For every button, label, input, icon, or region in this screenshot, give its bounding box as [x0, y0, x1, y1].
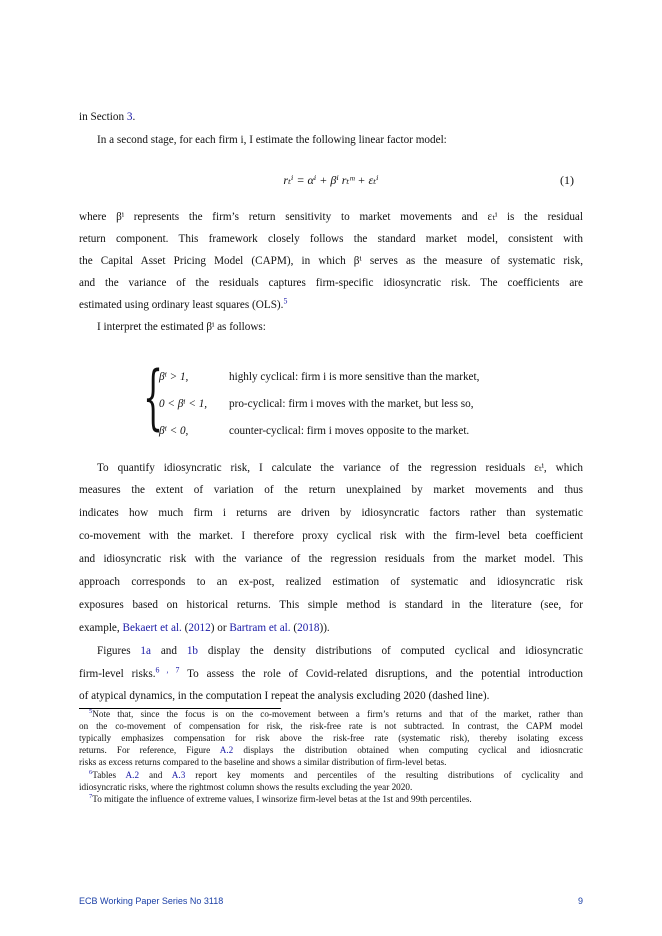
footnote-line	[89, 769, 583, 781]
text-segment: and the variance of the residuals captures firm-specific idiosyncratic risk. The coefficients are	[79, 277, 583, 289]
reference-link[interactable]: 1b	[186, 645, 198, 657]
text-line	[79, 109, 583, 125]
case-description: counter-cyclical: firm i moves opposite to the market.	[229, 425, 470, 437]
text-segment: exposures based on historical returns. This simple method is standard in the literature (see, for	[79, 599, 583, 611]
equation-1: rₜⁱ = αⁱ + βⁱ rₜᵐ + εₜⁱ	[283, 173, 379, 187]
text-segment: indicates how much firm i returns are driven by idiosyncratic factors rather than systematic	[79, 507, 583, 519]
reference-link[interactable]: A.3	[171, 770, 186, 780]
text-segment: Tables	[92, 770, 126, 780]
text-line	[79, 597, 583, 613]
text-segment: approach corresponds to an ex-post, realized estimation of systematic and idiosyncratic risk	[79, 576, 583, 588]
text-segment: In a second stage, for each firm i, I estimate the following linear factor model:	[97, 134, 447, 146]
text-segment: (	[290, 622, 298, 634]
text-line	[79, 253, 583, 269]
text-segment: and	[150, 645, 187, 657]
reference-link[interactable]: 2018	[297, 622, 320, 634]
footnote-marker[interactable]: 5	[89, 707, 93, 715]
text-segment: (	[181, 622, 189, 634]
text-segment: .	[132, 111, 136, 123]
case-condition: βⁱ < 0,	[159, 425, 189, 437]
footnote-marker[interactable]: 6 , 7	[155, 665, 180, 675]
footnote-line	[89, 793, 583, 805]
footnote-marker[interactable]: 6	[89, 768, 93, 776]
footnote-line	[79, 781, 583, 793]
case-row	[151, 369, 541, 385]
text-line	[79, 231, 583, 247]
reference-link[interactable]: 2012	[188, 622, 211, 634]
text-segment: idiosyncratic risks, where the rightmost column shows the results excluding the year 2020.	[79, 782, 413, 792]
text-segment: on the co-movement of compensation for risk, the risk-free rate is not subtracted. In contrast, the CAPM model	[79, 721, 583, 731]
text-line	[79, 275, 583, 291]
text-segment: of atypical dynamics, in the computation I repeat the analysis excluding 2020 (dashed line).	[79, 690, 490, 702]
text-line	[79, 620, 583, 636]
text-segment: measures the extent of variation of the return unexplained by market movements and thus	[79, 484, 583, 496]
text-segment: I interpret the estimated βⁱ as follows:	[97, 321, 266, 333]
text-line	[97, 319, 583, 335]
case-description: highly cyclical: firm i is more sensitive than the market,	[229, 371, 480, 383]
text-segment: To mitigate the influence of extreme values, I winsorize firm-level betas at the 1st and 99th percentiles.	[92, 794, 472, 804]
reference-link[interactable]: Bartram et al.	[229, 622, 291, 634]
case-row	[151, 423, 541, 439]
text-segment: typically emphasizes compensation for risk above the risk-free rate (systematic risk), thereby isolating excess	[79, 733, 583, 743]
text-segment: firm-level risks.	[79, 668, 156, 680]
text-segment: returns. For reference, Figure	[79, 745, 220, 755]
text-segment: the Capital Asset Pricing Model (CAPM), in which βⁱ serves as the measure of systematic risk,	[79, 255, 583, 267]
text-line	[97, 132, 583, 148]
text-segment: displays the distribution obtained when computing cyclical and idiosncratic	[233, 745, 583, 755]
text-segment: Note that, since the focus is on the co-movement between a firm’s returns and that of the market, rather than	[92, 709, 583, 719]
text-line	[79, 209, 583, 225]
text-segment: Figures	[97, 645, 141, 657]
text-segment: To assess the role of Covid-related disruptions, and the potential introduction	[179, 668, 583, 680]
text-segment: )).	[319, 622, 330, 634]
text-segment: To quantify idiosyncratic risk, I calculate the variance of the regression residuals εₜⁱ, which	[97, 462, 583, 474]
case-condition: βⁱ > 1,	[159, 371, 189, 383]
text-segment: display the density distributions of computed cyclical and idiosyncratic	[198, 645, 583, 657]
text-line	[79, 297, 583, 313]
text-line	[79, 688, 583, 704]
text-line	[79, 574, 583, 590]
text-line	[79, 505, 583, 521]
footnote-line	[89, 708, 583, 720]
reference-link[interactable]: 1a	[140, 645, 151, 657]
footnote-marker[interactable]: 5	[283, 296, 288, 306]
text-segment: example,	[79, 622, 123, 634]
beta-cases	[143, 356, 543, 444]
text-segment: risks as excess returns compared to the baseline and shows a similar distribution of firm-level betas.	[79, 757, 447, 767]
case-row	[151, 396, 541, 412]
footer-series: ECB Working Paper Series No 3118	[79, 896, 224, 906]
left-brace-icon: {	[143, 356, 164, 438]
equation-number: (1)	[560, 173, 574, 187]
footnote-line	[79, 756, 583, 768]
text-line	[97, 460, 583, 476]
footnote-marker[interactable]: 7	[89, 792, 93, 800]
text-segment: and	[139, 770, 172, 780]
text-segment: ) or	[210, 622, 230, 634]
text-line	[79, 551, 583, 567]
text-line	[79, 528, 583, 544]
text-line	[79, 666, 583, 682]
reference-link[interactable]: 3	[126, 111, 133, 123]
text-segment: co-movement with the market. I therefore proxy cyclical risk with the firm-level beta coefficient	[79, 530, 583, 542]
text-segment: return component. This framework closely follows the standard market model, consistent with	[79, 233, 583, 245]
text-line	[97, 643, 583, 659]
page-number: 9	[578, 896, 584, 906]
case-condition: 0 < βⁱ < 1,	[159, 398, 208, 410]
text-segment: report key moments and percentiles of the resulting distributions of cyclicality and	[185, 770, 583, 780]
text-segment: and idiosyncratic risk with the variance of the regression residuals from the market model. This	[79, 553, 583, 565]
reference-link[interactable]: A.2	[219, 745, 234, 755]
text-segment: where βⁱ represents the firm’s return sensitivity to market movements and εₜⁱ is the residual	[79, 211, 583, 223]
footnote-line	[79, 732, 583, 744]
text-line	[79, 482, 583, 498]
text-segment: estimated using ordinary least squares (OLS).	[79, 299, 284, 311]
case-description: pro-cyclical: firm i moves with the market, but less so,	[229, 398, 474, 410]
text-segment: in Section	[79, 111, 127, 123]
footnote-line	[79, 720, 583, 732]
reference-link[interactable]: Bekaert et al.	[122, 622, 182, 634]
footnote-line	[79, 744, 583, 756]
reference-link[interactable]: A.2	[125, 770, 140, 780]
